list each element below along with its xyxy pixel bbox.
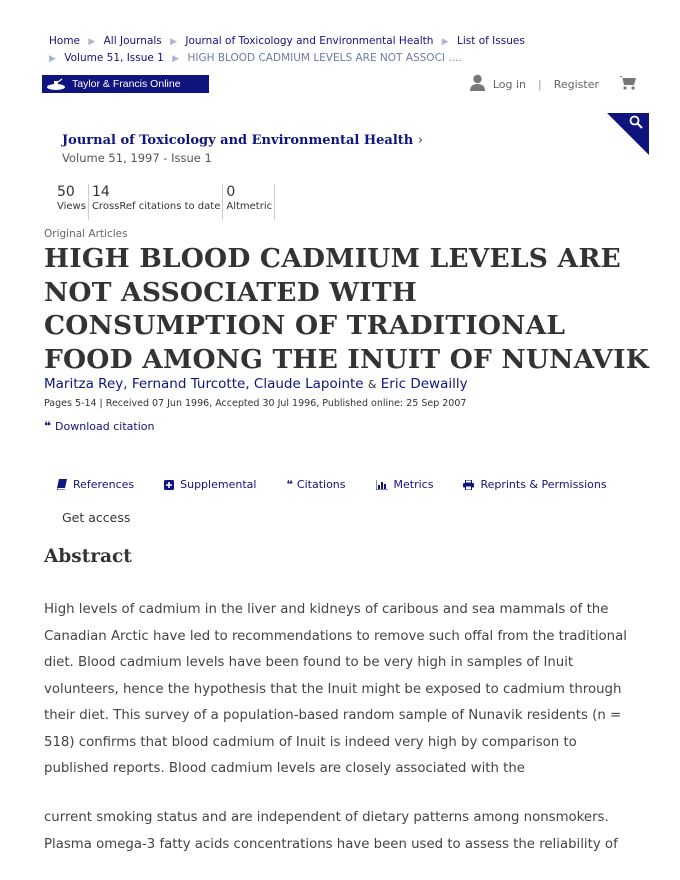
breadcrumb-journal[interactable]: Journal of Toxicology and Environmental Health [185,35,434,47]
download-citation-link[interactable] [44,419,154,433]
tab-references[interactable]: References [57,478,134,491]
printer-icon [463,480,474,490]
cart-icon[interactable] [619,75,636,93]
tab-reprints[interactable]: Reprints & Permissions [463,478,606,491]
breadcrumb-home[interactable]: Home [49,35,81,47]
quote-icon: ❝ [44,419,52,433]
user-icon [470,74,485,94]
breadcrumb-separator-icon: ▶ [441,37,449,47]
publication-history: Pages 5-14 | Received 07 Jun 1996, Accepted 30 Jul 1996, Published online: 25 Sep 2007 [44,398,467,409]
metric-views [54,184,89,220]
abstract-paragraph: High levels of cadmium in the liver and kidneys of caribous and sea mammals of the Canadian Arctic have led to recommendations to remove such offal from the traditional diet. Blood cadmium levels have been found to be very high in samples of Inuit volunteers, hence the hypothesis that the Inuit might be exposed to cadmium through their diet. This survey of a population-based random sample of Nunavik residents (n = 518) confirms that blood cadmium of Inuit is indeed very high by comparison to published reports. Blood cadmium levels are closely associated with the [44,602,627,776]
metric-crossref [89,184,223,220]
metric-value: 14 [91,184,110,200]
breadcrumb-separator-icon: ▶ [49,53,56,64]
journal-title: Journal of Toxicology and Environmental Health [62,133,414,148]
user-bar [470,74,636,94]
tab-supplemental[interactable]: Supplemental [164,478,256,491]
author-link[interactable]: Maritza Rey [44,376,124,392]
register-link[interactable]: Register [553,77,599,91]
tab-metrics[interactable]: Metrics [376,478,434,491]
breadcrumb-separator-icon: ▶ [170,37,178,47]
article-metrics [54,184,275,220]
breadcrumb-separator-icon: ▶ [172,53,180,64]
breadcrumb-current: HIGH BLOOD CADMIUM LEVELS ARE NOT ASSOCI .... [187,51,462,64]
article-section: Original Articles [44,228,128,240]
search-icon[interactable] [629,114,645,130]
breadcrumb [49,34,649,67]
metric-label: Altmetric [226,201,273,212]
divider: | [537,77,542,91]
plus-square-icon [164,480,174,490]
metric-value: 0 [226,184,236,200]
author-link[interactable]: Claude Lapointe [253,376,364,392]
lamp-logo-icon [42,75,72,93]
metric-label: CrossRef citations to date [91,201,221,212]
author-link[interactable]: Fernand Turcotte [131,376,246,392]
breadcrumb-volume[interactable]: Volume 51, Issue 1 [64,51,164,64]
breadcrumb-list-of-issues[interactable]: List of Issues [457,35,525,47]
journal-title-link[interactable] [62,133,423,148]
breadcrumb-separator-icon: ▶ [88,37,96,47]
article-title: HIGH BLOOD CADMIUM LEVELS ARE NOT ASSOCIATED WITH CONSUMPTION OF TRADITIONAL FOOD AMONG THE INUIT OF NUNAVIK [44,243,649,375]
tab-citations[interactable]: ❝ Citations [286,478,346,491]
abstract-paragraph: current smoking status and are independent of dietary patterns among nonsmokers. Plasma omega-3 fatty acids concentrations have been used to assess the reliability of [44,810,618,852]
chevron-right-icon: › [417,133,423,148]
journal-volume: Volume 51, 1997 - Issue 1 [62,151,212,165]
author-list: Maritza Rey, Fernand Turcotte, Claude Lapointe & Eric Dewailly [44,376,468,392]
article-tabs [57,478,637,491]
download-citation-label: Download citation [55,419,155,433]
site-logo[interactable] [42,75,209,93]
quote-icon: ❝ [286,478,293,491]
author-ampersand: & [367,378,377,391]
get-access-button[interactable]: Get access [62,510,131,525]
abstract-heading: Abstract [44,546,132,567]
logo-text: Taylor & Francis Online [72,78,181,90]
metric-label: Views [57,201,86,212]
bar-chart-icon [376,480,388,490]
author-link[interactable]: Eric Dewailly [380,376,468,392]
book-icon [57,479,67,490]
metric-value: 50 [57,184,75,200]
metric-altmetric[interactable] [223,184,275,220]
login-link[interactable]: Log in [492,77,526,91]
breadcrumb-all-journals[interactable]: All Journals [103,35,162,47]
